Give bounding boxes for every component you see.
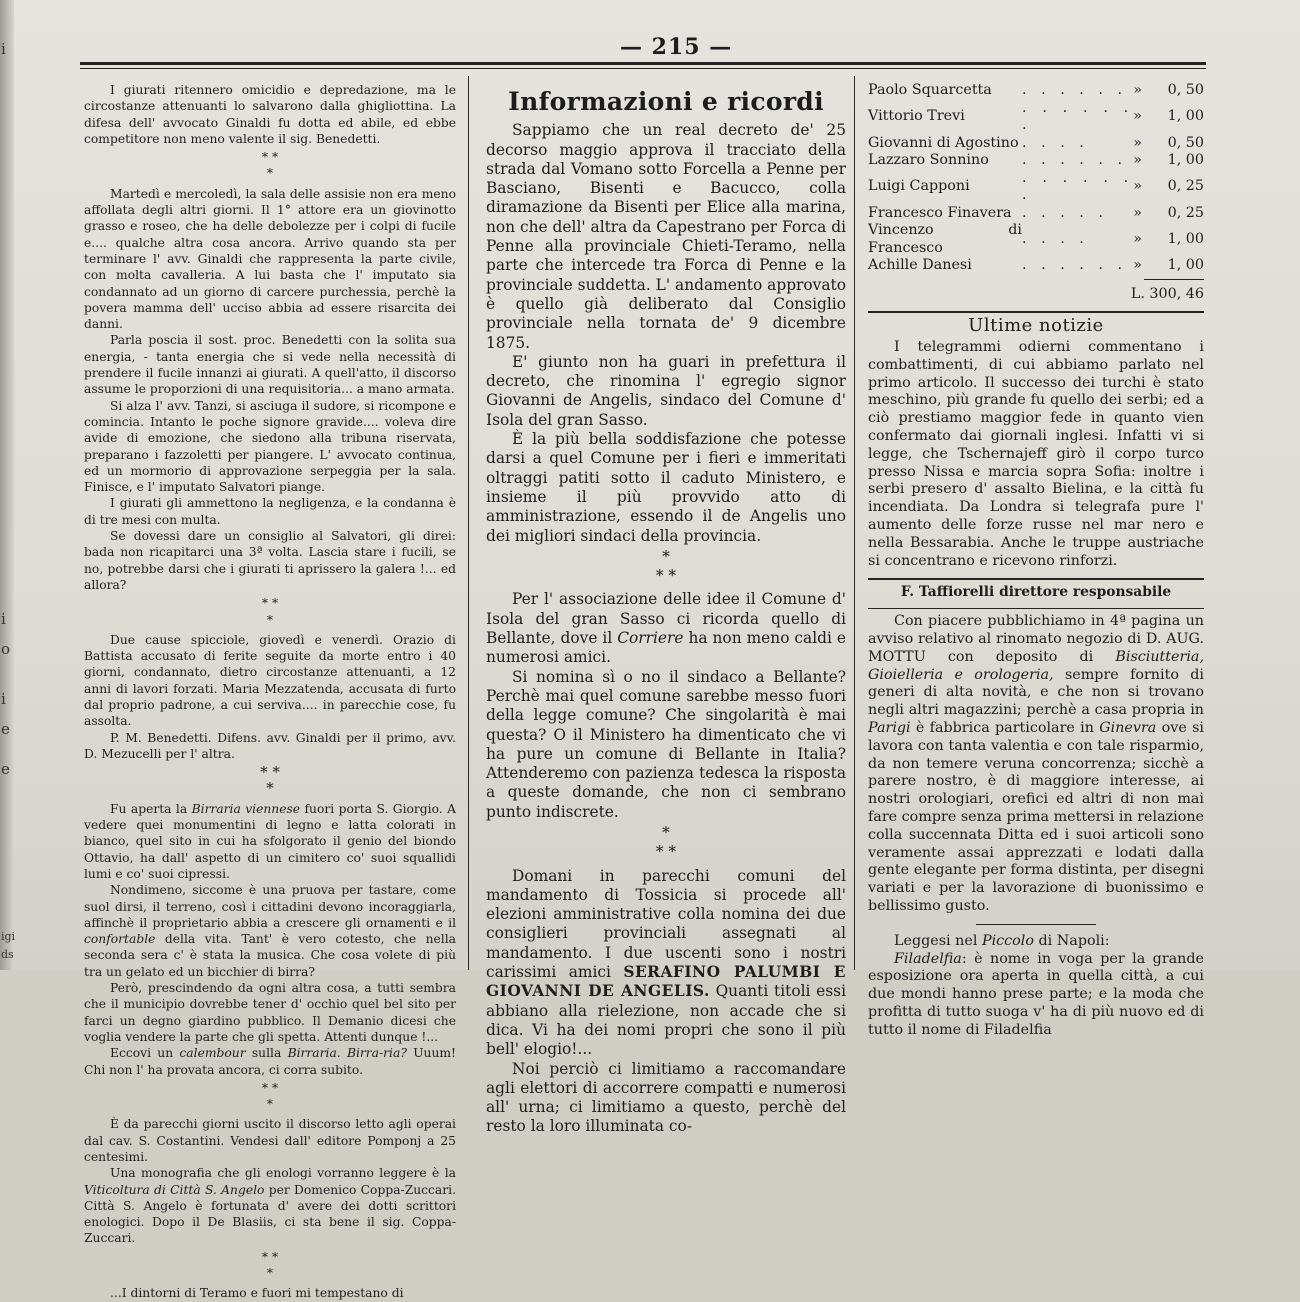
section-rule bbox=[976, 924, 1096, 925]
leader-dots: . . . . . . bbox=[1022, 152, 1128, 168]
paragraph: Domani in parecchi comuni del mandamento di Tossicia si procede all' elezioni amministrative colla nomina dei due consiglieri provinciali assegnati al mandamento. I due uscenti sono i nostri carissimi amici SERAFINO PALUMBI E GIOVANNI DE ANGELIS. Quanti titoli essi abbiano alla rielezione, non accade che si dica. Vi ha dei nomi propri che sono il più bell' elogio!... bbox=[486, 866, 846, 1059]
editor-credit: F. Taffiorelli direttore responsabile bbox=[900, 584, 1172, 601]
subscription-amount: 0, 25 bbox=[1167, 178, 1204, 195]
leader-dots: . . . . . . . bbox=[1022, 99, 1134, 133]
subscription-row bbox=[868, 205, 1204, 223]
ditto-mark: » bbox=[1133, 82, 1142, 98]
paragraph: I telegrammi odierni commentano i combattimenti, di cui abbiamo parlato nel primo articolo. Il successo dei turchi è stato meschino, più grande fu quello dei serbi; ed a ciò prestiamo maggior fede in quanto vien confermato dai giornali inglesi. Infatti vi si legge, che Tschernajeff girò il corpo turco presso Nissa e marcia sopra Sofia: inoltre i serbi presero d' assalto Bielina, e la città fu incendiata. Da Londra si telegrafa pure l' aumento delle forze russe nel mar nero e nella Bessarabia. Anche le truppe austriache si concentrano e ricevono rinforzi. bbox=[868, 339, 1204, 569]
leader-dots: . . . . . . . bbox=[1022, 169, 1134, 203]
edge-mark: igi bbox=[1, 930, 16, 943]
subscriber-name: Luigi Capponi bbox=[868, 178, 970, 195]
ditto-mark: » bbox=[1133, 257, 1142, 273]
leader-dots: . . . . . . bbox=[1022, 257, 1128, 273]
edge-mark: i bbox=[1, 40, 6, 58]
edge-mark: e bbox=[1, 720, 10, 738]
column-left bbox=[84, 82, 456, 1302]
section-separator: * * * bbox=[655, 823, 677, 862]
section-rule bbox=[868, 311, 1204, 313]
subscription-row bbox=[868, 82, 1204, 100]
section-separator: * * * bbox=[655, 547, 677, 586]
paragraph: È la più bella soddisfazione che potesse darsi a quel Comune per i fieri e immeritati oltraggi patiti sotto il caduto Ministero, e insieme il più provvido atto di amministrazione, essendo il de Angelis uno dei migliori sindaci della provincia. bbox=[486, 430, 846, 545]
leader-dots: . . . . bbox=[1022, 134, 1089, 151]
column-divider bbox=[854, 76, 855, 970]
ditto-mark: » bbox=[1133, 108, 1142, 125]
paragraph: È da parecchi giorni uscito il discorso letto agli operai dal cav. S. Costantini. Vendesi dall' editore Pomponj a 25 centesimi. bbox=[84, 1117, 456, 1164]
subscriber-name: Lazzaro Sonnino bbox=[868, 152, 989, 168]
paragraph: Sappiamo che un real decreto de' 25 decorso maggio approva il tracciato della strada dal Vomano sotto Forcella a Penne per Basciano, Bisenti e Bacucco, colla diramazione da Bisenti per Elice alla marina, non che dell' altra da Capestrano per Forca di Penne alla provinciale Chieti-Teramo, nella parte che intercede tra Forca di Penne e la provinciale suddetta. L' andamento approvato è quello già deliberato dal Consiglio provinciale nella tornata de' 9 dicembre 1875. bbox=[486, 121, 846, 352]
paragraph: E' giunto non ha guari in prefettura il decreto, che rinomina l' egregio signor Giovanni de Angelis, sindaco del Comune d' Isola del gran Sasso. bbox=[486, 352, 846, 429]
subscription-row bbox=[868, 152, 1204, 170]
paragraph: I giurati gli ammettono la negligenza, e la condanna è di tre mesi con multa. bbox=[84, 496, 456, 527]
section-separator: * * * bbox=[261, 150, 279, 181]
paragraph: Leggesi nel Piccolo di Napoli: bbox=[894, 932, 1110, 949]
paragraph: Si nomina sì o no il sindaco a Bellante? Perchè mai quel comune sarebbe messo fuori della legge comune? Che singolarità è mai questa? O il Ministero ha dimenticato che vi ha pure un comune di Bellante in Italia? Attenderemo con pazienza tedesca la risposta a queste domande, che non ci sembrano punto indiscrete. bbox=[486, 667, 846, 821]
header-rule-thin bbox=[80, 68, 1206, 69]
subscription-row bbox=[868, 135, 1204, 153]
paragraph: Per l' associazione delle idee il Comune d' Isola del gran Sasso ci ricorda quello di Bellante, dove il Corriere ha non meno caldi e numerosi amici. bbox=[486, 590, 846, 667]
paragraph: Filadelfia: è nome in voga per la grande esposizione ora aperta in quella città, a cui due mondi hanno prese parte; e la moda che profitta di tutto suoga v' ha di più nuovo ed di tutto il nome di Filadelfia bbox=[868, 950, 1204, 1038]
paragraph: Due cause spicciole, giovedì e venerdì. Orazio di Battista accusato di ferite seguite da morte entro i 40 giorni, condannato, dietro circostanze attenuanti, a 12 anni di lavori forzati. Maria Mezzatenda, accusata di furto dal proprio padrone, a cui serviva.... in parecchie cose, fu assolta. bbox=[84, 632, 456, 729]
leader-dots: . . . . . . bbox=[1022, 82, 1128, 98]
paragraph: Però, prescindendo da ogni altra cosa, a tutti sembra che il municipio dovrebbe tener d' occhio quel bel sito per farci un degno giardino pubblico. Il Demanio dicesi che voglia vendere la parte che gli spetta. Attenti dunque !... bbox=[84, 981, 456, 1044]
subscription-amount: 0, 50 bbox=[1167, 134, 1204, 151]
ditto-mark: » bbox=[1133, 178, 1142, 195]
previous-page-edge bbox=[0, 0, 14, 970]
paragraph: Nondimeno, siccome è una pruova per tastare, come suol dirsi, il terreno, così i cittadini devono incoraggiarla, affinchè il proprietario abbia a crescere gli ornamenti e il confortable della vita. Tant' è vero cotesto, che nella seconda sera c' è stata la musica. Che cosa volete di più tra un gelato ed un bicchier di birra? bbox=[84, 883, 456, 979]
section-separator: * * * bbox=[261, 596, 279, 627]
page-number: — 215 — bbox=[620, 34, 733, 60]
edge-mark: i bbox=[1, 690, 6, 708]
leader-dots: . . . . bbox=[1022, 230, 1089, 247]
section-separator: * * * bbox=[260, 763, 280, 798]
subscriber-name: Paolo Squarcetta bbox=[868, 82, 992, 98]
paragraph: Con piacere pubblichiamo in 4ª pagina un avviso relativo al rinomato negozio di D. AUG. MOTTU con deposito di Bisciutteria, Gioielleria e orologeria, sempre fornito di generi di alta novità, e che non si trovano negli altri magazzini; perchè a casa propria in Parigi è fabbrica particolare in Ginevra ove si lavora con tanta valentia e con tale risparmio, da non temere veruna concorrenza; sicchè a parere nostro, è di maggiore interesse, ai nostri orologiari, orefici ed altri di non mai fare compre senza prima mettersi in relazione colla succennata Ditta ed i suoi articoli sono veramente assai apprezzati e lodati dalla gente elegante per forma distinta, per disegni variati e per la lavorazione di buonissimo e bellissimo gusto. bbox=[868, 613, 1204, 914]
paragraph: Fu aperta la Birraria viennese fuori porta S. Giorgio. A vedere quei monumentini di legno e latta colorati in bianco, quel sito in cui ha sfolgorato il genio del biondo Ottavio, ha dall' aspetto di un cimitero co' suoi squallidi lumi e co' suoi cipressi. bbox=[84, 801, 456, 881]
paragraph: Se dovessi dare un consiglio al Salvatori, gli direi: bada non ricapitarci una 3ª volta. Lascia stare i fucili, se no, potrebbe darsi che i giurati ti aprissero la galera !... ed allora? bbox=[84, 529, 456, 592]
header-rule-thick bbox=[80, 62, 1206, 65]
section-rule bbox=[868, 578, 1204, 580]
subscription-row bbox=[868, 257, 1204, 275]
subscription-amount: 1, 00 bbox=[1167, 152, 1204, 168]
subscriber-name: Vincenzo di Francesco bbox=[868, 222, 1023, 256]
paragraph: ...I dintorni di Teramo e fuori mi tempestano di bbox=[110, 1286, 404, 1301]
subscription-row bbox=[868, 222, 1204, 257]
subscriber-name: Achille Danesi bbox=[868, 257, 972, 273]
subscription-total: L. 300, 46 bbox=[1130, 285, 1204, 302]
subscription-amount: 0, 25 bbox=[1167, 204, 1204, 221]
subscription-amount: 1, 00 bbox=[1167, 257, 1204, 273]
sum-rule bbox=[1144, 279, 1204, 280]
column-right bbox=[868, 82, 1204, 1040]
paragraph: I giurati ritennero omicidio e depredazione, ma le circostanze attenuanti lo salvarono dalla ghigliottina. La difesa dell' avvocato Ginaldi fu dotta ed abile, ed ebbe competitore non meno valente il sig. Benedetti. bbox=[84, 83, 456, 146]
column-divider bbox=[468, 76, 469, 970]
section-separator: * * * bbox=[261, 1080, 279, 1112]
subscription-amount: 0, 50 bbox=[1167, 82, 1204, 98]
paragraph: Noi perciò ci limitiamo a raccomandare agli elettori di accorrere compatti e numerosi all' urna; ci limitiamo a questo, perchè del resto la loro illuminata co- bbox=[486, 1059, 846, 1136]
column-middle bbox=[486, 82, 846, 1137]
subscriber-name: Vittorio Trevi bbox=[868, 108, 965, 125]
leader-dots: . . . . . bbox=[1022, 204, 1108, 221]
edge-mark: e bbox=[1, 760, 10, 778]
section-rule bbox=[868, 608, 1204, 609]
paragraph: P. M. Benedetti. Difens. avv. Ginaldi per il primo, avv. D. Mezucelli per l' altra. bbox=[84, 730, 456, 761]
subscription-amount: 1, 00 bbox=[1167, 230, 1204, 247]
ditto-mark: » bbox=[1133, 152, 1142, 168]
subscriber-name: Giovanni di Agostino bbox=[868, 134, 1019, 151]
subscription-row bbox=[868, 100, 1204, 135]
ditto-mark: » bbox=[1133, 204, 1142, 221]
edge-mark: i bbox=[1, 610, 6, 628]
subscription-list bbox=[868, 82, 1204, 275]
subscription-amount: 1, 00 bbox=[1167, 108, 1204, 125]
ditto-mark: » bbox=[1133, 230, 1142, 247]
paragraph: Una monografia che gli enologi vorranno leggere è la Viticoltura di Città S. Angelo per Domenico Coppa-Zuccari. Città S. Angelo è fortunata d' avere dei dotti scrittori enologici. Dopo il De Blasiis, ci sta bene il sig. Coppa-Zuccari. bbox=[84, 1166, 456, 1246]
section-separator: * * * bbox=[261, 1249, 279, 1281]
section-title: Ultime notizie bbox=[968, 315, 1104, 337]
paragraph: Parla poscia il sost. proc. Benedetti con la solita sua energia, - tanta energia che si vede nella necessità di prendere il fucile innanzi ai giurati. A quell'atto, il discorso assume le proporzioni di una requisitoria... a mano armata. bbox=[84, 333, 456, 397]
paragraph: Martedì e mercoledì, la sala delle assisie non era meno affollata degli altri giorni. Il 1° attore era un giovinotto grasso e roseo, che ha delle debolezze per i colpi di fucile e.... qualche altra cosa ancora. Arrivo quando sta per terminare l' avv. Ginaldi che rappresenta la parte civile, con molta cavalleria. A lui basta che l' imputato sia condannato ad un giorno di carcere purchessia, perchè la povera mamma dell' ucciso abbia ad essere risarcita dei danni. bbox=[84, 186, 456, 332]
edge-mark: o bbox=[1, 640, 11, 658]
paragraph: Si alza l' avv. Tanzi, si asciuga il sudore, si ricompone e comincia. Intanto le poche signore gravide.... voleva dire avide di emozione, che siedono alla tribuna riservata, preparano i fazzoletti per piangere. L' avvocato continua, ed un mormorio di approvazione serpeggia per la sala. Finisce, e l' imputato Salvatori piange. bbox=[84, 398, 456, 495]
subscription-row bbox=[868, 170, 1204, 205]
subscriber-name: Francesco Finavera bbox=[868, 204, 1012, 221]
paragraph: Eccovi un calembour sulla Birraria. Birra-ria? Uuum! Chi non l' ha provata ancora, ci corra subito. bbox=[84, 1046, 457, 1077]
section-title: Informazioni e ricordi bbox=[508, 87, 824, 116]
edge-mark: ds bbox=[1, 948, 14, 961]
ditto-mark: » bbox=[1133, 134, 1142, 151]
